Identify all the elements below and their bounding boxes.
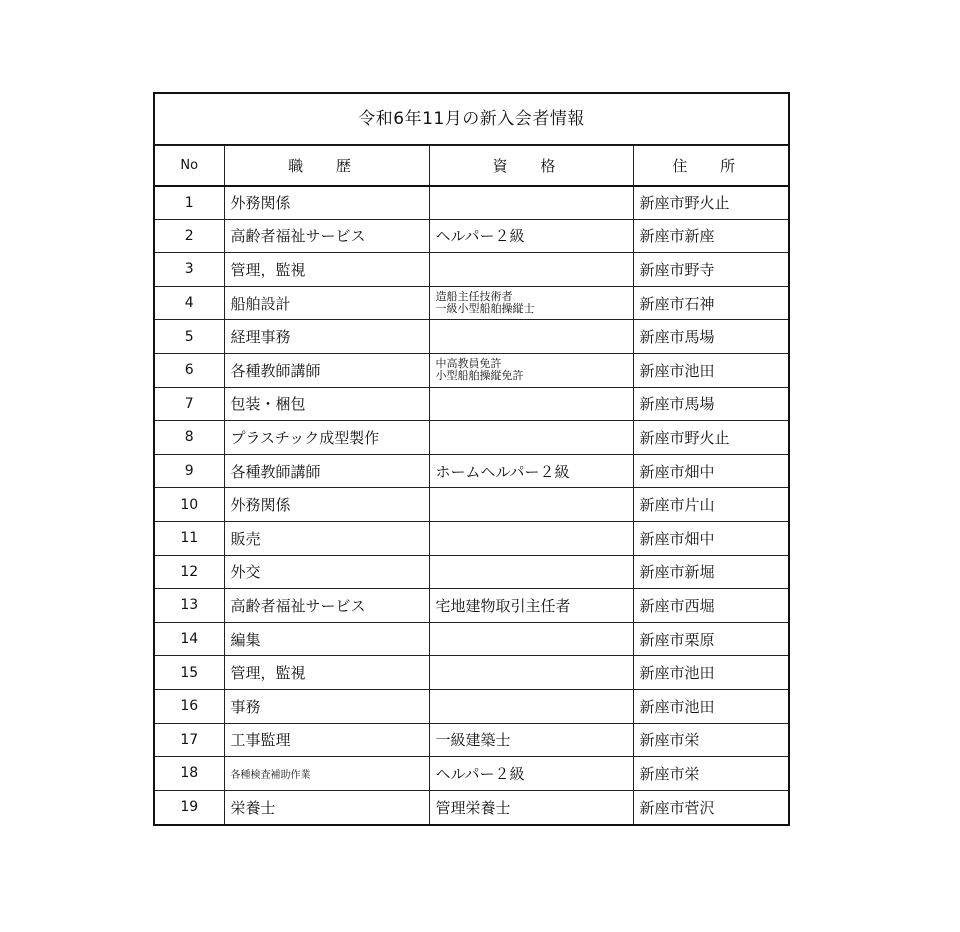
address-cell: 新座市片山 xyxy=(633,488,788,522)
qualification-text: 中高教員免許 xyxy=(435,357,502,371)
table-row xyxy=(155,219,788,253)
address-cell: 新座市栄 xyxy=(633,757,788,791)
row-number: 19 xyxy=(155,790,224,824)
job-history-text: 外交 xyxy=(230,563,261,582)
row-number: 17 xyxy=(155,723,224,757)
row-number: 2 xyxy=(155,219,224,253)
address-cell: 新座市池田 xyxy=(633,353,788,387)
row-number: 10 xyxy=(155,488,224,522)
job-history-cell xyxy=(224,387,429,421)
address-cell: 新座市新堀 xyxy=(633,555,788,589)
job-history-cell xyxy=(224,488,429,522)
qualification-cell xyxy=(429,387,633,421)
job-history-cell xyxy=(224,689,429,723)
table-row xyxy=(155,320,788,354)
row-number: 16 xyxy=(155,689,224,723)
qualification-cell xyxy=(429,488,633,522)
table-row xyxy=(155,656,788,690)
address-cell: 新座市池田 xyxy=(633,689,788,723)
table-row xyxy=(155,286,788,320)
row-number: 13 xyxy=(155,589,224,623)
table-row xyxy=(155,790,788,824)
job-history-text: 各種検査補助作業 xyxy=(230,770,311,782)
header-qualification: 資 格 xyxy=(429,146,633,186)
job-history-cell xyxy=(224,186,429,220)
job-history-cell xyxy=(224,421,429,455)
address-cell: 新座市野火止 xyxy=(633,186,788,220)
address-cell: 新座市新座 xyxy=(633,219,788,253)
address-cell: 新座市西堀 xyxy=(633,589,788,623)
row-number: 7 xyxy=(155,387,224,421)
address-cell: 新座市栄 xyxy=(633,723,788,757)
qualification-cell xyxy=(429,622,633,656)
address-cell: 新座市畑中 xyxy=(633,521,788,555)
job-history-cell xyxy=(224,555,429,589)
table-row xyxy=(155,186,788,220)
qualification-cell xyxy=(429,689,633,723)
qualification-cell xyxy=(429,219,633,253)
qualification-text: 一級小型船舶操縦士 xyxy=(435,302,535,316)
job-history-cell xyxy=(224,320,429,354)
table-row xyxy=(155,689,788,723)
job-history-text: 各種教師講師 xyxy=(230,462,321,481)
job-history-text: 編集 xyxy=(230,630,261,649)
row-number: 9 xyxy=(155,454,224,488)
job-history-cell xyxy=(224,353,429,387)
qualification-cell xyxy=(429,454,633,488)
qualification-text: ヘルパー２級 xyxy=(435,764,525,783)
row-number: 12 xyxy=(155,555,224,589)
job-history-cell xyxy=(224,253,429,287)
row-number: 6 xyxy=(155,353,224,387)
job-history-text: 事務 xyxy=(230,697,261,716)
table-row xyxy=(155,353,788,387)
qualification-cell xyxy=(429,521,633,555)
job-history-text: 販売 xyxy=(230,529,261,548)
header-no: No xyxy=(155,146,224,186)
row-number: 18 xyxy=(155,757,224,791)
address-cell: 新座市石神 xyxy=(633,286,788,320)
table-row xyxy=(155,757,788,791)
table-row xyxy=(155,622,788,656)
qualification-cell xyxy=(429,286,633,320)
table-row xyxy=(155,454,788,488)
qualification-cell xyxy=(429,757,633,791)
address-cell: 新座市馬場 xyxy=(633,320,788,354)
header-address: 住 所 xyxy=(633,146,788,186)
qualification-cell xyxy=(429,320,633,354)
job-history-cell xyxy=(224,622,429,656)
table-row xyxy=(155,521,788,555)
address-cell: 新座市野寺 xyxy=(633,253,788,287)
job-history-text: プラスチック成型製作 xyxy=(230,428,380,447)
job-history-cell xyxy=(224,219,429,253)
row-number: 11 xyxy=(155,521,224,555)
job-history-text: 経理事務 xyxy=(230,328,291,347)
qualification-text: 宅地建物取引主任者 xyxy=(435,596,571,615)
row-number: 14 xyxy=(155,622,224,656)
table-row xyxy=(155,421,788,455)
job-history-cell xyxy=(224,757,429,791)
job-history-text: 各種教師講師 xyxy=(230,361,321,380)
qualification-cell xyxy=(429,555,633,589)
row-number: 5 xyxy=(155,320,224,354)
job-history-text: 高齢者福祉サービス xyxy=(230,227,366,246)
job-history-text: 外務関係 xyxy=(230,496,291,515)
job-history-text: 工事監理 xyxy=(230,731,291,750)
job-history-cell xyxy=(224,286,429,320)
qualification-cell xyxy=(429,790,633,824)
job-history-text: 管理，監視 xyxy=(230,664,306,683)
qualification-text: 造船主任技術者 xyxy=(435,290,513,304)
qualification-cell xyxy=(429,656,633,690)
address-cell: 新座市菅沢 xyxy=(633,790,788,824)
job-history-cell xyxy=(224,723,429,757)
table-row xyxy=(155,723,788,757)
table-row xyxy=(155,589,788,623)
row-number: 1 xyxy=(155,186,224,220)
row-number: 15 xyxy=(155,656,224,690)
table-body xyxy=(155,186,788,824)
job-history-cell xyxy=(224,589,429,623)
qualification-text: 一級建築士 xyxy=(435,731,511,750)
job-history-text: 高齢者福祉サービス xyxy=(230,596,366,615)
job-history-text: 外務関係 xyxy=(230,194,291,213)
qualification-text: 小型船舶操縦免許 xyxy=(435,369,524,383)
address-cell: 新座市野火止 xyxy=(633,421,788,455)
qualification-cell xyxy=(429,353,633,387)
job-history-cell xyxy=(224,454,429,488)
job-history-cell xyxy=(224,656,429,690)
qualification-cell xyxy=(429,421,633,455)
member-info-sheet xyxy=(153,92,790,826)
row-number: 4 xyxy=(155,286,224,320)
qualification-cell xyxy=(429,253,633,287)
qualification-cell xyxy=(429,186,633,220)
job-history-text: 管理，監視 xyxy=(230,260,306,279)
header-row xyxy=(155,146,788,186)
member-table xyxy=(155,145,788,824)
job-history-text: 船舶設計 xyxy=(230,294,291,313)
table-row xyxy=(155,253,788,287)
address-cell: 新座市池田 xyxy=(633,656,788,690)
qualification-cell xyxy=(429,723,633,757)
row-number: 3 xyxy=(155,253,224,287)
qualification-text: ヘルパー２級 xyxy=(435,227,525,246)
table-row xyxy=(155,555,788,589)
address-cell: 新座市畑中 xyxy=(633,454,788,488)
qualification-text: 管理栄養士 xyxy=(435,798,511,817)
qualification-cell xyxy=(429,589,633,623)
sheet-title: 令和6年11月の新入会者情報 xyxy=(155,94,788,145)
job-history-cell xyxy=(224,521,429,555)
row-number: 8 xyxy=(155,421,224,455)
job-history-cell xyxy=(224,790,429,824)
job-history-text: 栄養士 xyxy=(230,798,276,817)
address-cell: 新座市馬場 xyxy=(633,387,788,421)
table-row xyxy=(155,387,788,421)
qualification-text: ホームヘルパー２級 xyxy=(435,462,570,481)
job-history-text: 包装・梱包 xyxy=(230,395,306,414)
address-cell: 新座市栗原 xyxy=(633,622,788,656)
table-row xyxy=(155,488,788,522)
header-job: 職 歴 xyxy=(224,146,429,186)
